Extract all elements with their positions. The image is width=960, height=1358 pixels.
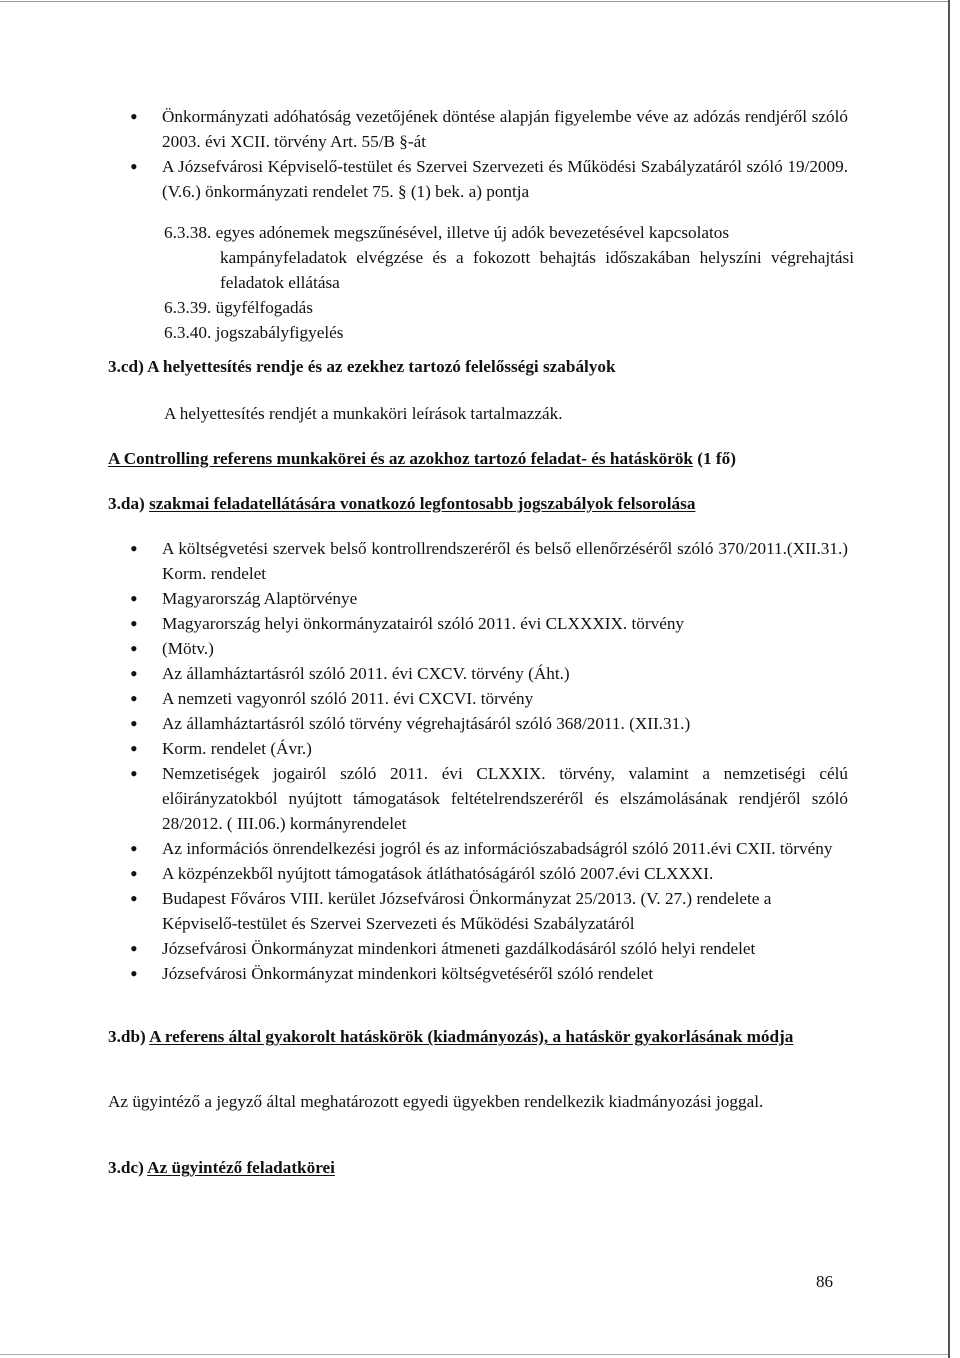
controlling-heading	[108, 446, 848, 471]
section-3cd-heading	[108, 354, 848, 379]
list-item: • A Józsefvárosi Képviselő-testület és Szervei Szervezeti és Működési Szabályzatáról szóló 19/2009. (V.6.) önkormányzati rendelet 75. § (1) bek. a) pontja	[108, 154, 848, 204]
section-3db-title: A referens által gyakorolt hatáskörök (kiadmányozás), a hatáskör gyakorlásának módja	[149, 1027, 794, 1046]
list-item: • Józsefvárosi Önkormányzat mindenkori átmeneti gazdálkodásáról szóló helyi rendelet	[108, 936, 848, 961]
section-3db-text: Az ügyintéző a jegyző által meghatározott egyedi ügyekben rendelkezik kiadmányozási joggal.	[108, 1092, 764, 1111]
task-item-40: 6.3.40. jogszabályfigyelés	[164, 323, 344, 342]
section-3cd-prefix: 3.cd)	[108, 357, 144, 376]
section-3db-heading	[108, 1024, 843, 1049]
controlling-suffix: (1 fő)	[697, 449, 736, 468]
list-item: • Az államháztartásról szóló törvény végrehajtásáról szóló 368/2011. (XII.31.)	[108, 711, 848, 736]
task-item-39: 6.3.39. ügyfélfogadás	[164, 298, 313, 317]
section-3dc-title: Az ügyintéző feladatkörei	[147, 1158, 335, 1177]
list-item: • Nemzetiségek jogairól szóló 2011. évi CLXXIX. törvény, valamint a nemzetiségi célú előirányzatokból nyújtott támogatások feltételrendszeréről és elszámolásának rendjéről szóló 28/2012. ( III.06.) kormányrendelet	[108, 761, 848, 836]
section-3dc-heading	[108, 1155, 848, 1180]
task-item-38-number: 6.3.38.	[164, 223, 212, 242]
intro-bullet-list	[108, 104, 848, 204]
task-item-38	[164, 220, 854, 245]
section-3da-heading	[108, 491, 848, 516]
section-3cd-title: A helyettesítés rendje és az ezekhez tartozó felelősségi szabályok	[147, 357, 616, 376]
list-item: • Önkormányzati adóhatóság vezetőjének döntése alapján figyelembe véve az adózás rendjéről szóló 2003. évi XCII. törvény Art. 55/B §-át	[108, 104, 848, 154]
list-item: • (Mötv.)	[108, 636, 848, 661]
page-number: 86	[816, 1272, 833, 1291]
list-item: • A közpénzekből nyújtott támogatások átláthatóságáról szóló 2007.évi CLXXXI.	[108, 861, 848, 886]
list-item: • Magyarország helyi önkormányzatairól szóló 2011. évi CLXXXIX. törvény	[108, 611, 848, 636]
section-3dc-prefix: 3.dc)	[108, 1158, 144, 1177]
list-item: • Korm. rendelet (Ávr.)	[108, 736, 848, 761]
law-list	[108, 536, 848, 986]
controlling-title: A Controlling referens munkakörei és az azokhoz tartozó feladat- és hatáskörök	[108, 449, 693, 468]
scan-edge-bottom	[0, 1354, 948, 1355]
section-3cd-text: A helyettesítés rendjét a munkaköri leírások tartalmazzák.	[164, 404, 563, 423]
section-3da-prefix: 3.da)	[108, 494, 145, 513]
section-3db-prefix: 3.db)	[108, 1027, 146, 1046]
list-item: • Magyarország Alaptörvénye	[108, 586, 848, 611]
list-item: • Az információs önrendelkezési jogról és az információszabadságról szóló 2011.évi CXII. törvény	[108, 836, 848, 861]
list-item: • A nemzeti vagyonról szóló 2011. évi CXCVI. törvény	[108, 686, 848, 711]
task-list	[164, 220, 854, 345]
list-item: • Budapest Főváros VIII. kerület Józsefvárosi Önkormányzat 25/2013. (V. 27.) rendelete a Képviselő-testület és Szervei Szervezeti és Működési Szabályzatáról	[108, 886, 848, 936]
section-3da-title: szakmai feladatellátására vonatkozó legfontosabb jogszabályok felsorolása	[149, 494, 696, 513]
list-item: • A költségvetési szervek belső kontrollrendszeréről és belső ellenőrzéséről szóló 370/2011.(XII.31.) Korm. rendelet	[108, 536, 848, 586]
scan-edge-top	[0, 1, 948, 2]
task-item-38-continuation: kampányfeladatok elvégzése és a fokozott behajtás időszakában helyszíni végrehajtási feladatok ellátása	[220, 248, 854, 292]
task-item-38-first-line: egyes adónemek megszűnésével, illetve új adók bevezetésével kapcsolatos	[215, 223, 730, 242]
list-item: • Józsefvárosi Önkormányzat mindenkori költségvetéséről szóló rendelet	[108, 961, 848, 986]
scan-edge-right	[948, 0, 950, 1358]
list-item: • Az államháztartásról szóló 2011. évi CXCV. törvény (Áht.)	[108, 661, 848, 686]
